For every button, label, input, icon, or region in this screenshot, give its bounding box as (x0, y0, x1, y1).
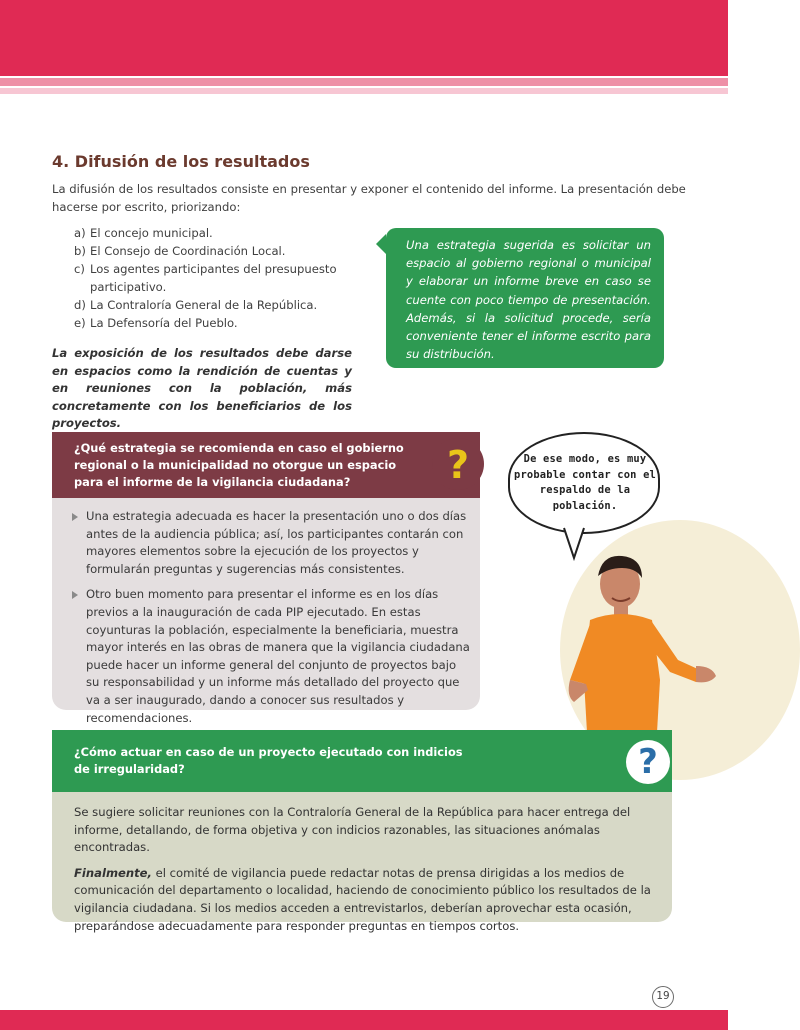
answer-text: Otro buen momento para presentar el informe es en los días previos a la inauguración de cada PIP ejecutado. En estas coyunturas la población, especialmente la beneficiaria, muestra mayor interés en las obras de manera que la vigilancia ciudadana puede hacer un informe general del conjunto de proyectos bajo su responsabilidad y un informe más detallado del proyecto que va a ser inaugurado, dando a conocer sus resultados y recomendaciones. (86, 587, 470, 725)
answer-lead: Finalmente, (74, 865, 152, 880)
answer-item (70, 586, 470, 727)
bullet-triangle-icon (72, 591, 78, 599)
list-letter: e) (74, 316, 86, 330)
list-letter: b) (74, 244, 86, 258)
question-header (52, 730, 672, 792)
speech-bubble (508, 432, 660, 534)
question-header (52, 432, 480, 498)
answer-paragraph-final (74, 865, 654, 935)
header-stripe (0, 78, 728, 86)
list-text: La Contraloría General de la República. (90, 298, 318, 312)
list-item (74, 314, 374, 332)
header-stripe-light (0, 88, 728, 94)
section-title: 4. Difusión de los resultados (52, 152, 310, 171)
list-item (74, 242, 374, 260)
question-mark-glyph: ? (446, 443, 470, 487)
strategy-callout (386, 228, 664, 368)
header-band (0, 0, 728, 76)
list-item (74, 296, 374, 314)
section-intro: La difusión de los resultados consiste en presentar y exponer el contenido del informe. La presentación debe hacerse por escrito, priorizando: (52, 182, 686, 214)
callout-text: Una estrategia sugerida es solicitar un espacio al gobierno regional o municipal y elaborar un informe breve en caso se cuente con poco tiempo de presentación. Además, si la solicitud procede, sería conveniente tener el informe escrito para su distribución. (406, 238, 651, 362)
bullet-triangle-icon (72, 513, 78, 521)
callout-notch (376, 234, 386, 254)
footer-band (0, 1010, 728, 1030)
answer-body (74, 804, 654, 943)
emphasis-paragraph: La exposición de los resultados debe darse en espacios como la rendición de cuentas y en reuniones con la población, más concretamente con los beneficiarios de los proyectos. (52, 346, 352, 430)
priority-list (74, 224, 374, 332)
list-item (74, 224, 374, 242)
answer-text: Una estrategia adecuada es hacer la presentación uno o dos días antes de la audiencia pública; así, los participantes contarán con mayores elementos sobre la ejecución de los proyectos y formularán preguntas y sugerencias más consistentes. (86, 509, 467, 576)
question-mark-icon (626, 740, 670, 784)
list-letter: a) (74, 226, 86, 240)
list-item (74, 260, 374, 296)
list-text: El Consejo de Coordinación Local. (90, 244, 286, 258)
list-text: Los agentes participantes del presupuesto participativo. (90, 262, 337, 294)
list-letter: d) (74, 298, 86, 312)
person-illustration (560, 540, 728, 750)
question-mark-icon (432, 438, 484, 490)
answer-list (70, 508, 470, 735)
answer-item (70, 508, 470, 578)
question-box-strategy (52, 432, 480, 725)
question-title: ¿Qué estrategia se recomienda en caso el gobierno regional o la municipalidad no otorgue un espacio para el informe de la vigilancia ciudadana? (74, 441, 404, 489)
list-text: El concejo municipal. (90, 226, 213, 240)
answer-rest: el comité de vigilancia puede redactar notas de prensa dirigidas a los medios de comunicación del departamento o localidad, haciendo de conocimiento público los resultados de la vigilancia ciudadana. Si los medios acceden a entrevistarlos, deberían aprovechar esta ocasión, preparándose adecuadamente para responder preguntas en tiempos cortos. (74, 865, 651, 933)
list-letter: c) (74, 262, 85, 276)
answer-paragraph: Se sugiere solicitar reuniones con la Contraloría General de la República para hacer entrega del informe, detallando, de forma objetiva y con indicios razonables, las situaciones anómalas encontradas. (74, 805, 631, 855)
question-box-irregularity (52, 730, 672, 933)
question-title: ¿Cómo actuar en caso de un proyecto ejecutado con indicios de irregularidad? (74, 745, 463, 776)
question-mark-glyph: ? (638, 742, 658, 782)
page-number: 19 (652, 986, 674, 1008)
speech-text: De ese modo, es muy probable contar con el respaldo de la población. (513, 453, 657, 512)
list-text: La Defensoría del Pueblo. (90, 316, 238, 330)
